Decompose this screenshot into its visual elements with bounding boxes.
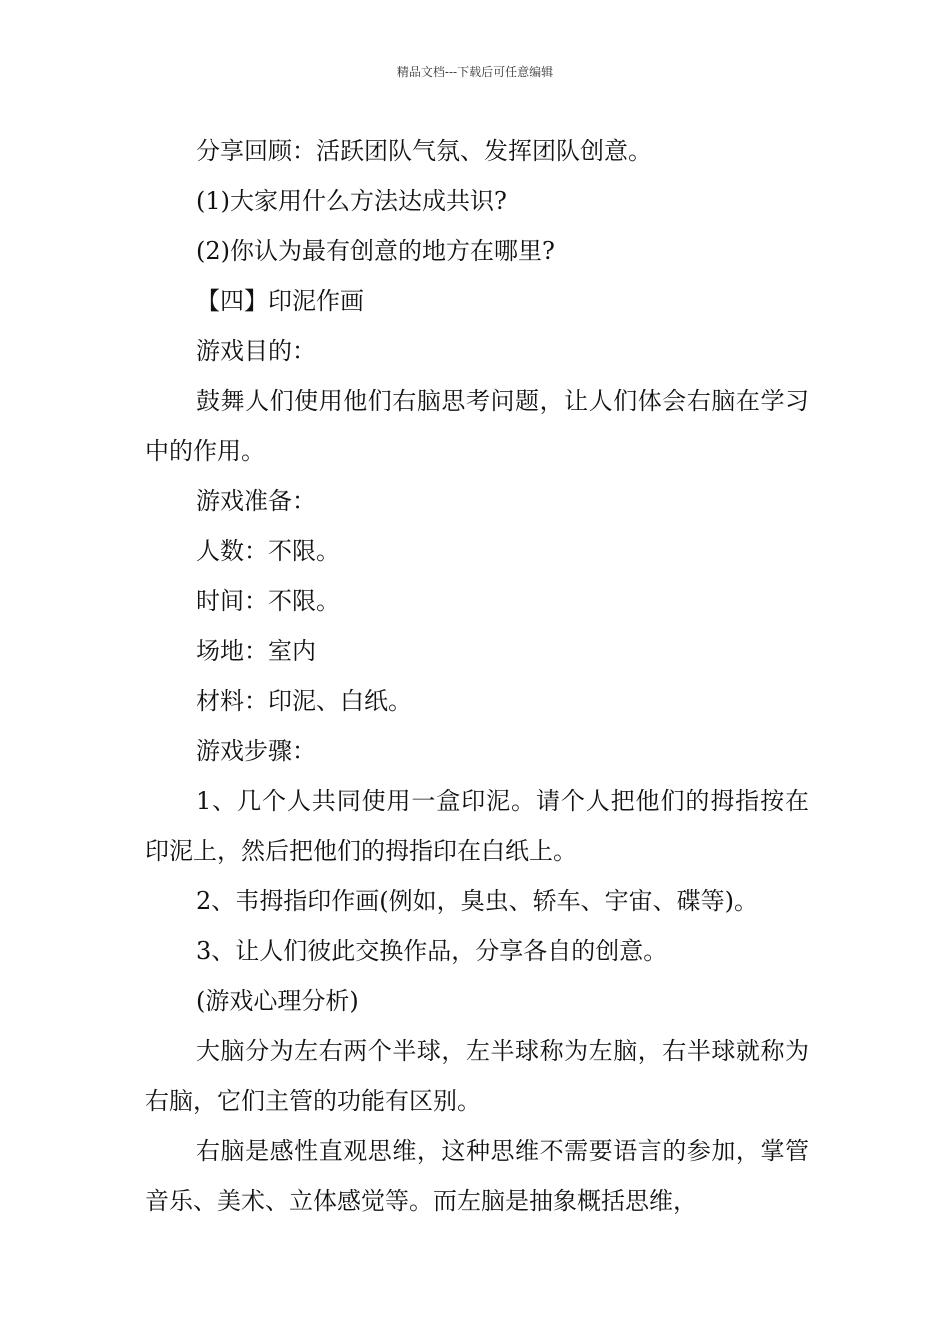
paragraph: (2)你认为最有创意的地方在哪里? (196, 237, 555, 265)
paragraph: 材料：印泥、白纸。 (196, 687, 412, 715)
paragraph: 右脑是感性直观思维，这种思维不需要语言的参加，掌管音乐、美术、立体感觉等。而左脑是抽象概括思维， (145, 1137, 809, 1215)
paragraph: 1、几个人共同使用一盒印泥。请个人把他们的拇指按在印泥上，然后把他们的拇指印在白纸上。 (145, 787, 809, 865)
paragraph: 游戏步骤： (196, 737, 316, 765)
paragraph: 游戏准备： (196, 487, 316, 515)
paragraph: (1)大家用什么方法达成共识? (196, 187, 507, 215)
paragraph: 3、让人们彼此交换作品，分享各自的创意。 (196, 937, 668, 965)
paragraph: 游戏目的： (196, 337, 316, 365)
page-header: 精品文档---下载后可任意编辑 (396, 65, 554, 79)
paragraph: 场地：室内 (196, 637, 316, 665)
section-heading: 【四】印泥作画 (196, 287, 364, 315)
paragraph: (游戏心理分析) (196, 987, 359, 1015)
paragraph: 大脑分为左右两个半球，左半球称为左脑，右半球就称为右脑，它们主管的功能有区别。 (145, 1037, 809, 1115)
paragraph: 人数：不限。 (196, 537, 340, 565)
paragraph: 时间：不限。 (196, 587, 340, 615)
paragraph: 2、韦拇指印作画(例如，臭虫、轿车、宇宙、碟等)。 (196, 887, 758, 915)
paragraph: 分享回顾：活跃团队气氛、发挥团队创意。 (196, 137, 652, 165)
paragraph: 鼓舞人们使用他们右脑思考问题，让人们体会右脑在学习中的作用。 (145, 387, 809, 465)
document-body (145, 126, 809, 1226)
